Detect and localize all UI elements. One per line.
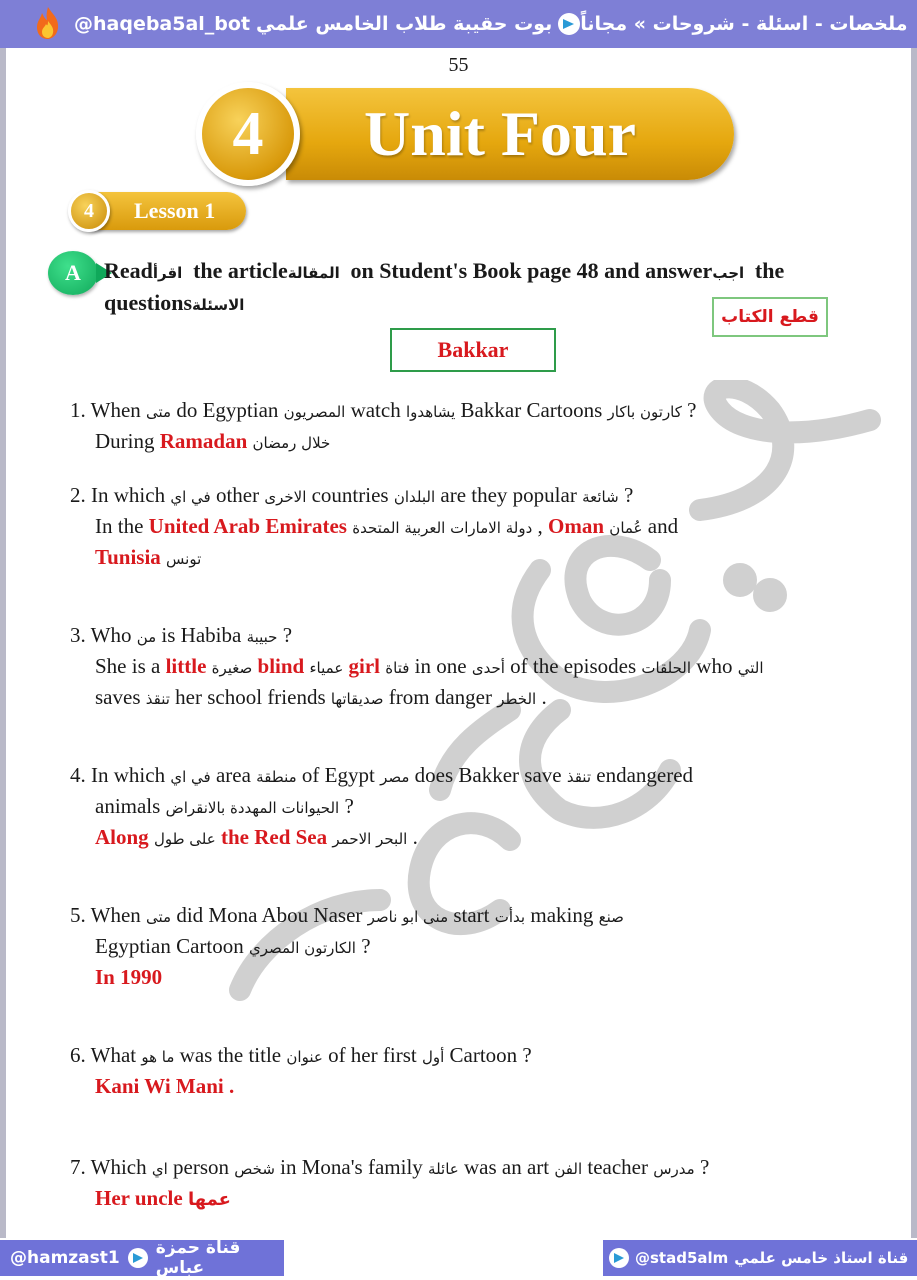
bot-handle[interactable] — [74, 13, 580, 35]
answer-highlight: Ramadan — [159, 429, 248, 453]
instruction-segment: Read — [104, 258, 153, 283]
answer-text — [70, 1072, 870, 1101]
text-segment: During — [95, 429, 160, 453]
arabic-gloss: يشاهدوا — [405, 403, 456, 421]
arabic-gloss: من — [136, 628, 157, 646]
arabic-gloss: اي — [151, 1160, 168, 1178]
answer-highlight: United Arab Emirates — [148, 514, 347, 538]
question-text — [70, 621, 870, 652]
fire-icon — [34, 6, 62, 40]
answer-text — [70, 427, 870, 458]
answer-text — [70, 652, 870, 683]
top-banner — [0, 0, 917, 48]
text-segment: ? — [681, 398, 697, 422]
answer-highlight: little — [165, 654, 207, 678]
telegram-icon — [609, 1248, 629, 1268]
arabic-gloss: مدرس — [653, 1160, 695, 1178]
instruction-segment: the article — [187, 258, 288, 283]
arabic-gloss: منطقة — [256, 768, 297, 786]
text-segment: watch — [345, 398, 406, 422]
arabic-gloss: عنوان — [286, 1048, 323, 1066]
text-segment: ? — [694, 1155, 710, 1179]
arabic-gloss: تونس — [166, 550, 202, 568]
telegram-icon — [128, 1248, 148, 1268]
answer-text — [70, 683, 870, 714]
header-tagline-text: ملخصات - اسئلة - شروحات » مجاناً — [580, 13, 908, 35]
question-item — [70, 621, 870, 714]
footer-right-handle[interactable]: @stad5alm — [635, 1249, 729, 1267]
answer-text — [70, 963, 870, 992]
header-tagline — [580, 13, 907, 35]
unit-number: 4 — [196, 82, 300, 186]
text-segment: of the episodes — [504, 654, 642, 678]
answer-highlight: blind — [257, 654, 305, 678]
text-segment: 5. When — [70, 903, 147, 927]
arabic-gloss: تنقذ — [566, 768, 592, 786]
answer-text — [70, 1184, 870, 1214]
text-segment: 1. When — [70, 398, 147, 422]
unit-title: Unit Four — [364, 98, 636, 169]
arabic-gloss: شائعة — [582, 488, 619, 506]
text-segment: from danger — [383, 685, 498, 709]
question-item — [70, 1153, 870, 1214]
arabic-gloss: الحيوانات المهددة بالانقراض — [165, 799, 340, 817]
arabic-gloss: متى — [146, 908, 172, 926]
answer-highlight: girl — [348, 654, 381, 678]
text-segment: did Mona Abou Naser — [171, 903, 368, 927]
text-segment: 7. Which — [70, 1155, 152, 1179]
instruction-segment: on Student's Book page 48 and answer — [344, 258, 713, 283]
arabic-gloss: في اي — [170, 488, 211, 506]
question-text — [70, 1041, 870, 1072]
answer-text — [70, 792, 870, 823]
arabic-gloss: شخص — [234, 1160, 275, 1178]
text-segment: do Egyptian — [171, 398, 284, 422]
text-segment: 3. Who — [70, 623, 137, 647]
answer-text — [70, 543, 870, 574]
answer-highlight: the Red Sea — [220, 825, 328, 849]
text-segment: , — [532, 514, 549, 538]
arabic-gloss: صغيرة — [211, 659, 253, 677]
arabic-gloss: صنع — [598, 908, 624, 926]
answer-highlight: Tunisia — [95, 545, 161, 569]
text-segment: 4. In which — [70, 763, 171, 787]
instruction-segment: الاسئلة — [192, 296, 250, 314]
answer-highlight: Kani Wi Mani . — [95, 1074, 235, 1098]
question-text — [70, 1153, 870, 1184]
text-segment: of Egypt — [296, 763, 381, 787]
arabic-gloss: على طول — [153, 830, 216, 848]
arabic-gloss: أحدى — [471, 659, 505, 677]
answer-highlight: عمها — [187, 1189, 231, 1210]
book-excerpt-tag: قطع الكتاب — [712, 297, 828, 337]
arabic-gloss: عمياء — [309, 659, 344, 677]
arabic-gloss: دولة الامارات العربية المتحدة — [352, 519, 533, 537]
text-segment: Bakkar Cartoons — [455, 398, 608, 422]
lesson-title: Lesson 1 — [134, 198, 216, 223]
bot-handle-text[interactable]: @haqeba5al_bot — [74, 13, 251, 35]
text-segment: in Mona's family — [274, 1155, 429, 1179]
text-segment: Cartoon ? — [444, 1043, 532, 1067]
section-badge: A — [48, 251, 98, 295]
arabic-gloss: صديقاتها — [330, 690, 384, 708]
page-number: 55 — [448, 54, 469, 76]
question-text — [70, 761, 870, 792]
instruction-segment: اجب — [712, 264, 750, 282]
instruction-segment: اقرأ — [152, 264, 188, 282]
arabic-gloss: التي — [737, 659, 764, 677]
answer-text — [70, 823, 870, 854]
text-segment: was the title — [174, 1043, 287, 1067]
question-item — [70, 396, 870, 458]
text-segment: . — [407, 825, 418, 849]
arabic-gloss: فتاة — [385, 659, 410, 677]
text-segment: area — [210, 763, 257, 787]
answer-highlight: Oman — [548, 514, 605, 538]
arabic-gloss: المصريون — [283, 403, 346, 421]
text-segment: making — [525, 903, 599, 927]
arabic-gloss: البحر الاحمر — [332, 830, 408, 848]
text-segment: is Habiba — [156, 623, 247, 647]
arabic-gloss: الكارتون المصري — [248, 939, 356, 957]
arabic-gloss: حبيبة — [246, 628, 278, 646]
text-segment: teacher — [582, 1155, 654, 1179]
question-text — [70, 481, 870, 512]
arabic-gloss: البلدان — [393, 488, 436, 506]
question-text — [70, 901, 870, 932]
text-segment: other — [210, 483, 265, 507]
footer-bar — [0, 1238, 917, 1280]
text-segment: and — [642, 514, 679, 538]
text-segment: ? — [618, 483, 634, 507]
footer-channel-left[interactable] — [0, 1240, 284, 1276]
text-segment: ? — [277, 623, 293, 647]
arabic-gloss: بدأت — [494, 908, 526, 926]
question-item — [70, 1041, 870, 1101]
instruction-segment: the questions — [104, 258, 785, 315]
text-segment: In the — [95, 514, 149, 538]
answer-highlight: Her uncle — [95, 1186, 183, 1210]
arabic-gloss: الاخرى — [264, 488, 307, 506]
text-segment: animals — [95, 794, 166, 818]
text-segment: person — [167, 1155, 235, 1179]
arabic-gloss: كارتون باكار — [607, 403, 682, 421]
arabic-gloss: منى ابو ناصر — [367, 908, 449, 926]
text-segment: countries — [306, 483, 394, 507]
text-segment: ? — [339, 794, 354, 818]
question-text — [70, 396, 870, 427]
arabic-gloss: الخطر — [497, 690, 537, 708]
text-segment: are they popular — [435, 483, 583, 507]
answer-highlight: In 1990 — [95, 965, 163, 989]
text-segment: saves — [95, 685, 146, 709]
footer-right-label: قناة استاذ خامس علمي — [734, 1249, 909, 1267]
lesson-number: 4 — [68, 190, 110, 232]
text-segment: was an art — [458, 1155, 555, 1179]
answer-text — [70, 512, 870, 543]
text-segment: 6. What — [70, 1043, 142, 1067]
lesson-banner — [68, 190, 248, 232]
arabic-gloss: عائلة — [428, 1160, 459, 1178]
instruction-segment: المقالة — [287, 264, 345, 282]
text-segment: She is a — [95, 654, 166, 678]
arabic-gloss: متى — [146, 403, 172, 421]
text-segment: endangered — [591, 763, 694, 787]
text-segment: her school friends — [169, 685, 331, 709]
text-segment: who — [691, 654, 738, 678]
arabic-gloss: الفن — [554, 1160, 583, 1178]
text-segment: in one — [409, 654, 472, 678]
text-segment: . — [536, 685, 547, 709]
text-segment: start — [448, 903, 495, 927]
text-segment: of her first — [322, 1043, 422, 1067]
article-title: Bakkar — [390, 328, 556, 372]
footer-channel-right[interactable] — [603, 1240, 917, 1276]
answer-text — [70, 932, 870, 963]
text-segment: ? — [355, 934, 371, 958]
footer-left-label: قناة حمزة عباس — [155, 1238, 241, 1278]
bot-description: بوت حقيبة طلاب الخامس علمي — [256, 13, 553, 35]
arabic-gloss: عُمان — [609, 519, 643, 537]
text-segment: 2. In which — [70, 483, 171, 507]
text-segment: Egyptian Cartoon — [95, 934, 249, 958]
arabic-gloss: تنقذ — [145, 690, 170, 708]
arabic-gloss: ما هو — [141, 1048, 175, 1066]
unit-banner — [196, 82, 736, 186]
question-item — [70, 481, 870, 574]
footer-left-handle[interactable]: @hamzast1 — [10, 1248, 120, 1268]
arabic-gloss: في اي — [170, 768, 211, 786]
text-segment: does Bakker save — [409, 763, 567, 787]
answer-highlight: Along — [95, 825, 149, 849]
telegram-icon — [558, 13, 580, 35]
arabic-gloss: مصر — [380, 768, 410, 786]
question-item — [70, 901, 870, 992]
arabic-gloss: خلال رمضان — [252, 434, 331, 452]
arabic-gloss: الحلقات — [641, 659, 692, 677]
question-item — [70, 761, 870, 854]
arabic-gloss: أول — [421, 1048, 445, 1066]
